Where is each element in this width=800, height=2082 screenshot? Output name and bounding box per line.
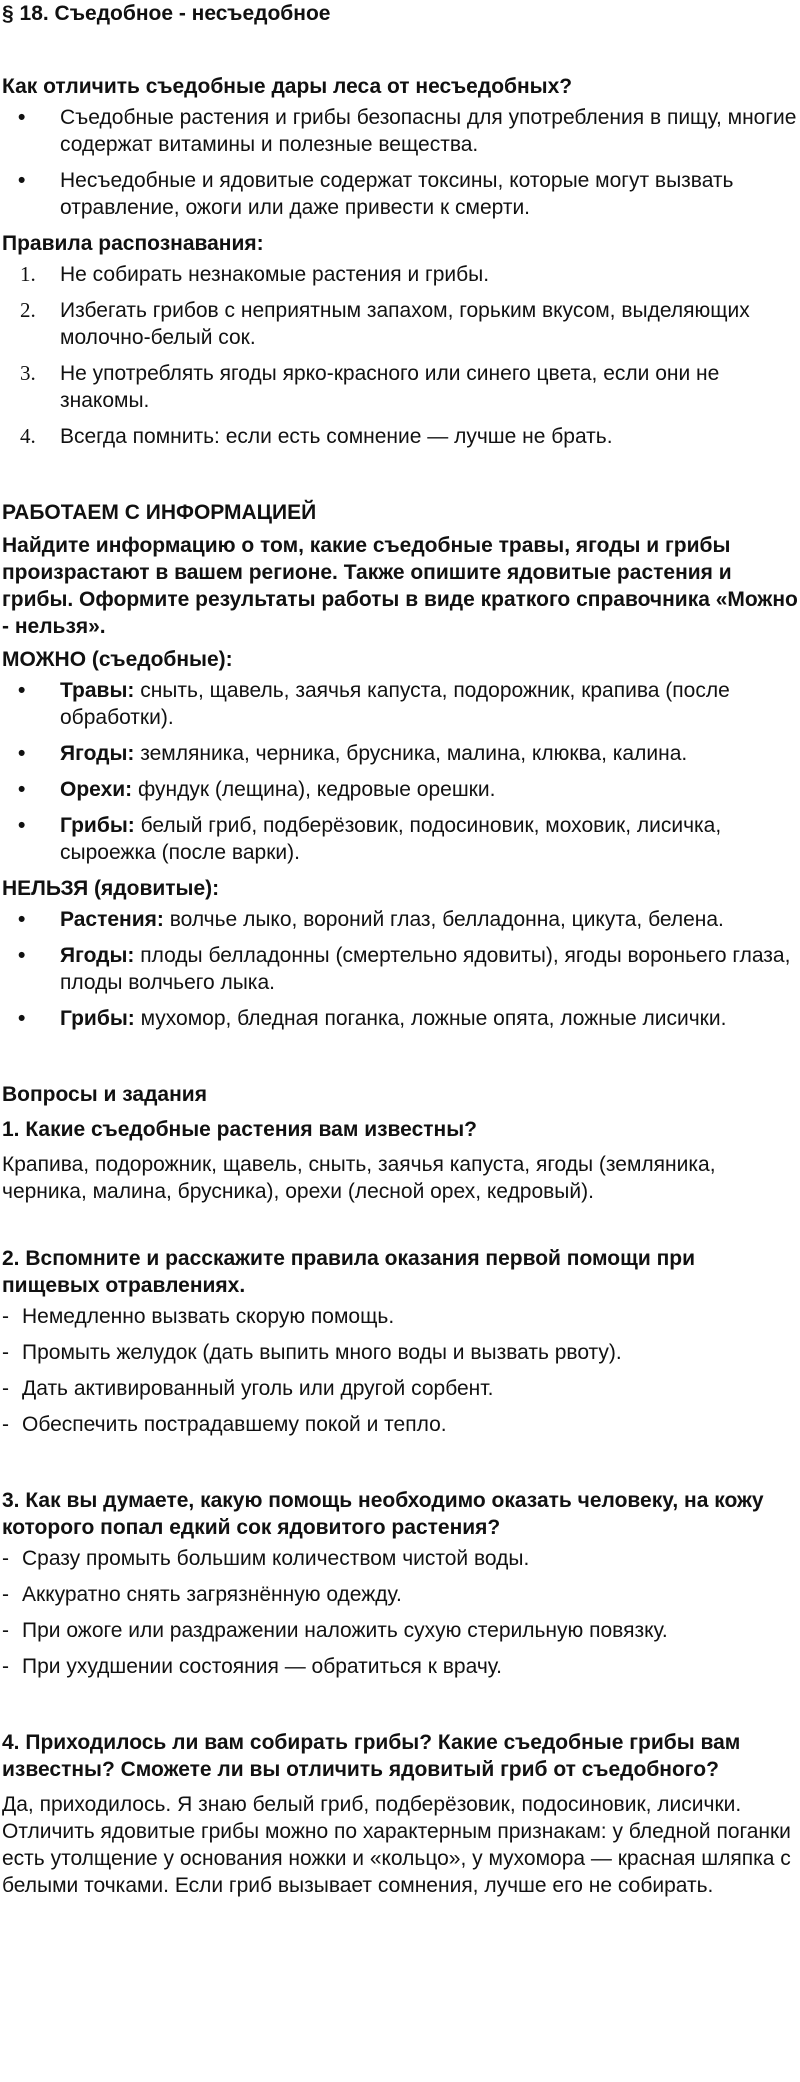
bullet-marker: • <box>18 106 26 129</box>
list-item: - Обеспечить пострадавшему покой и тепло. <box>2 1413 447 1436</box>
list-item: 2. Избегать грибов с неприятным запахом, горьким вкусом, выделяющих молочно-белый сок. <box>20 298 750 349</box>
questions-heading: Вопросы и задания <box>2 1083 207 1106</box>
list-item: 1. Не собирать незнакомые растения и грибы. <box>20 262 490 286</box>
answer-3-list <box>2 1545 798 1680</box>
intro-bullet-list <box>2 104 798 221</box>
list-item: - Сразу промыть большим количеством чистой воды. <box>2 1547 530 1570</box>
can-list <box>2 677 798 866</box>
list-item: - Немедленно вызвать скорую помощь. <box>2 1305 395 1328</box>
list-item: - Аккуратно снять загрязнённую одежду. <box>2 1583 402 1606</box>
list-item: • Грибы: мухомор, бледная поганка, ложные опята, ложные лисички. <box>18 1007 727 1030</box>
list-item: • Грибы: белый гриб, подберёзовик, подосиновик, моховик, лисичка, сыроежка (после варки). <box>18 814 722 864</box>
intro-question: Как отличить съедобные дары леса от несъедобных? <box>2 75 573 98</box>
list-item: - При ожоге или раздражении наложить сухую стерильную повязку. <box>2 1619 668 1642</box>
bullet-marker: • <box>18 169 26 192</box>
question-4: 4. Приходилось ли вам собирать грибы? Какие съедобные грибы вам известны? Сможете ли вы отличить ядовитый гриб от съедобного? <box>2 1731 741 1781</box>
cannot-list <box>2 906 798 1032</box>
question-1: 1. Какие съедобные растения вам известны? <box>2 1118 477 1141</box>
list-item: • Орехи: фундук (лещина), кедровые орешки. <box>18 778 496 801</box>
list-item: - При ухудшении состояния — обратиться к врачу. <box>2 1655 502 1678</box>
list-item: 3. Не употреблять ягоды ярко-красного или синего цвета, если они не знакомы. <box>20 361 720 412</box>
list-item: • Несъедобные и ядовитые содержат токсины, которые могут вызвать отравление, ожоги или даже привести к смерти. <box>18 169 734 219</box>
answer-4: Да, приходилось. Я знаю белый гриб, подберёзовик, подосиновик, лисички. Отличить ядовитые грибы можно по характерным признакам: у бледной поганки есть утолщение у основания ножки и «кольцо», у мухомора — красная шляпка с белыми точками. Если гриб вызывает сомнения, лучше его не собирать. <box>2 1793 791 1897</box>
answer-1: Крапива, подорожник, щавель, сныть, заячья капуста, ягоды (земляника, черника, малина, брусника), орехи (лесной орех, кедровый). <box>2 1153 716 1203</box>
list-item: 4. Всегда помнить: если есть сомнение — лучше не брать. <box>20 424 613 448</box>
page-title: § 18. Съедобное - несъедобное <box>2 2 331 25</box>
question-2: 2. Вспомните и расскажите правила оказания первой помощи при пищевых отравлениях. <box>2 1247 696 1297</box>
answer-2-list <box>2 1303 798 1438</box>
rules-heading: Правила распознавания: <box>2 232 264 255</box>
can-heading: МОЖНО (съедобные): <box>2 648 233 671</box>
list-item: • Травы: сныть, щавель, заячья капуста, подорожник, крапива (после обработки). <box>18 679 730 729</box>
list-item: - Дать активированный уголь или другой сорбент. <box>2 1377 494 1400</box>
list-item: • Растения: волчье лыко, вороний глаз, белладонна, цикута, белена. <box>18 908 724 931</box>
list-item: • Ягоды: земляника, черника, брусника, малина, клюква, калина. <box>18 742 688 765</box>
rules-list <box>2 261 798 450</box>
list-item: - Промыть желудок (дать выпить много воды и вызвать рвоту). <box>2 1341 622 1364</box>
list-item: • Ягоды: плоды белладонны (смертельно ядовиты), ягоды вороньего глаза, плоды волчьего лыка. <box>18 944 791 994</box>
cannot-heading: НЕЛЬЗЯ (ядовитые): <box>2 877 220 900</box>
list-item: • Съедобные растения и грибы безопасны для употребления в пищу, многие содержат витамины и полезные вещества. <box>18 106 797 156</box>
info-heading: РАБОТАЕМ С ИНФОРМАЦИЕЙ <box>2 501 317 524</box>
question-3: 3. Как вы думаете, какую помощь необходимо оказать человеку, на кожу которого попал едкий сок ядовитого растения? <box>2 1489 764 1539</box>
info-task: Найдите информацию о том, какие съедобные травы, ягоды и грибы произрастают в вашем регионе. Также опишите ядовитые растения и грибы. Оформите результаты работы в виде краткого справочника «Можно - нельзя». <box>2 534 798 638</box>
